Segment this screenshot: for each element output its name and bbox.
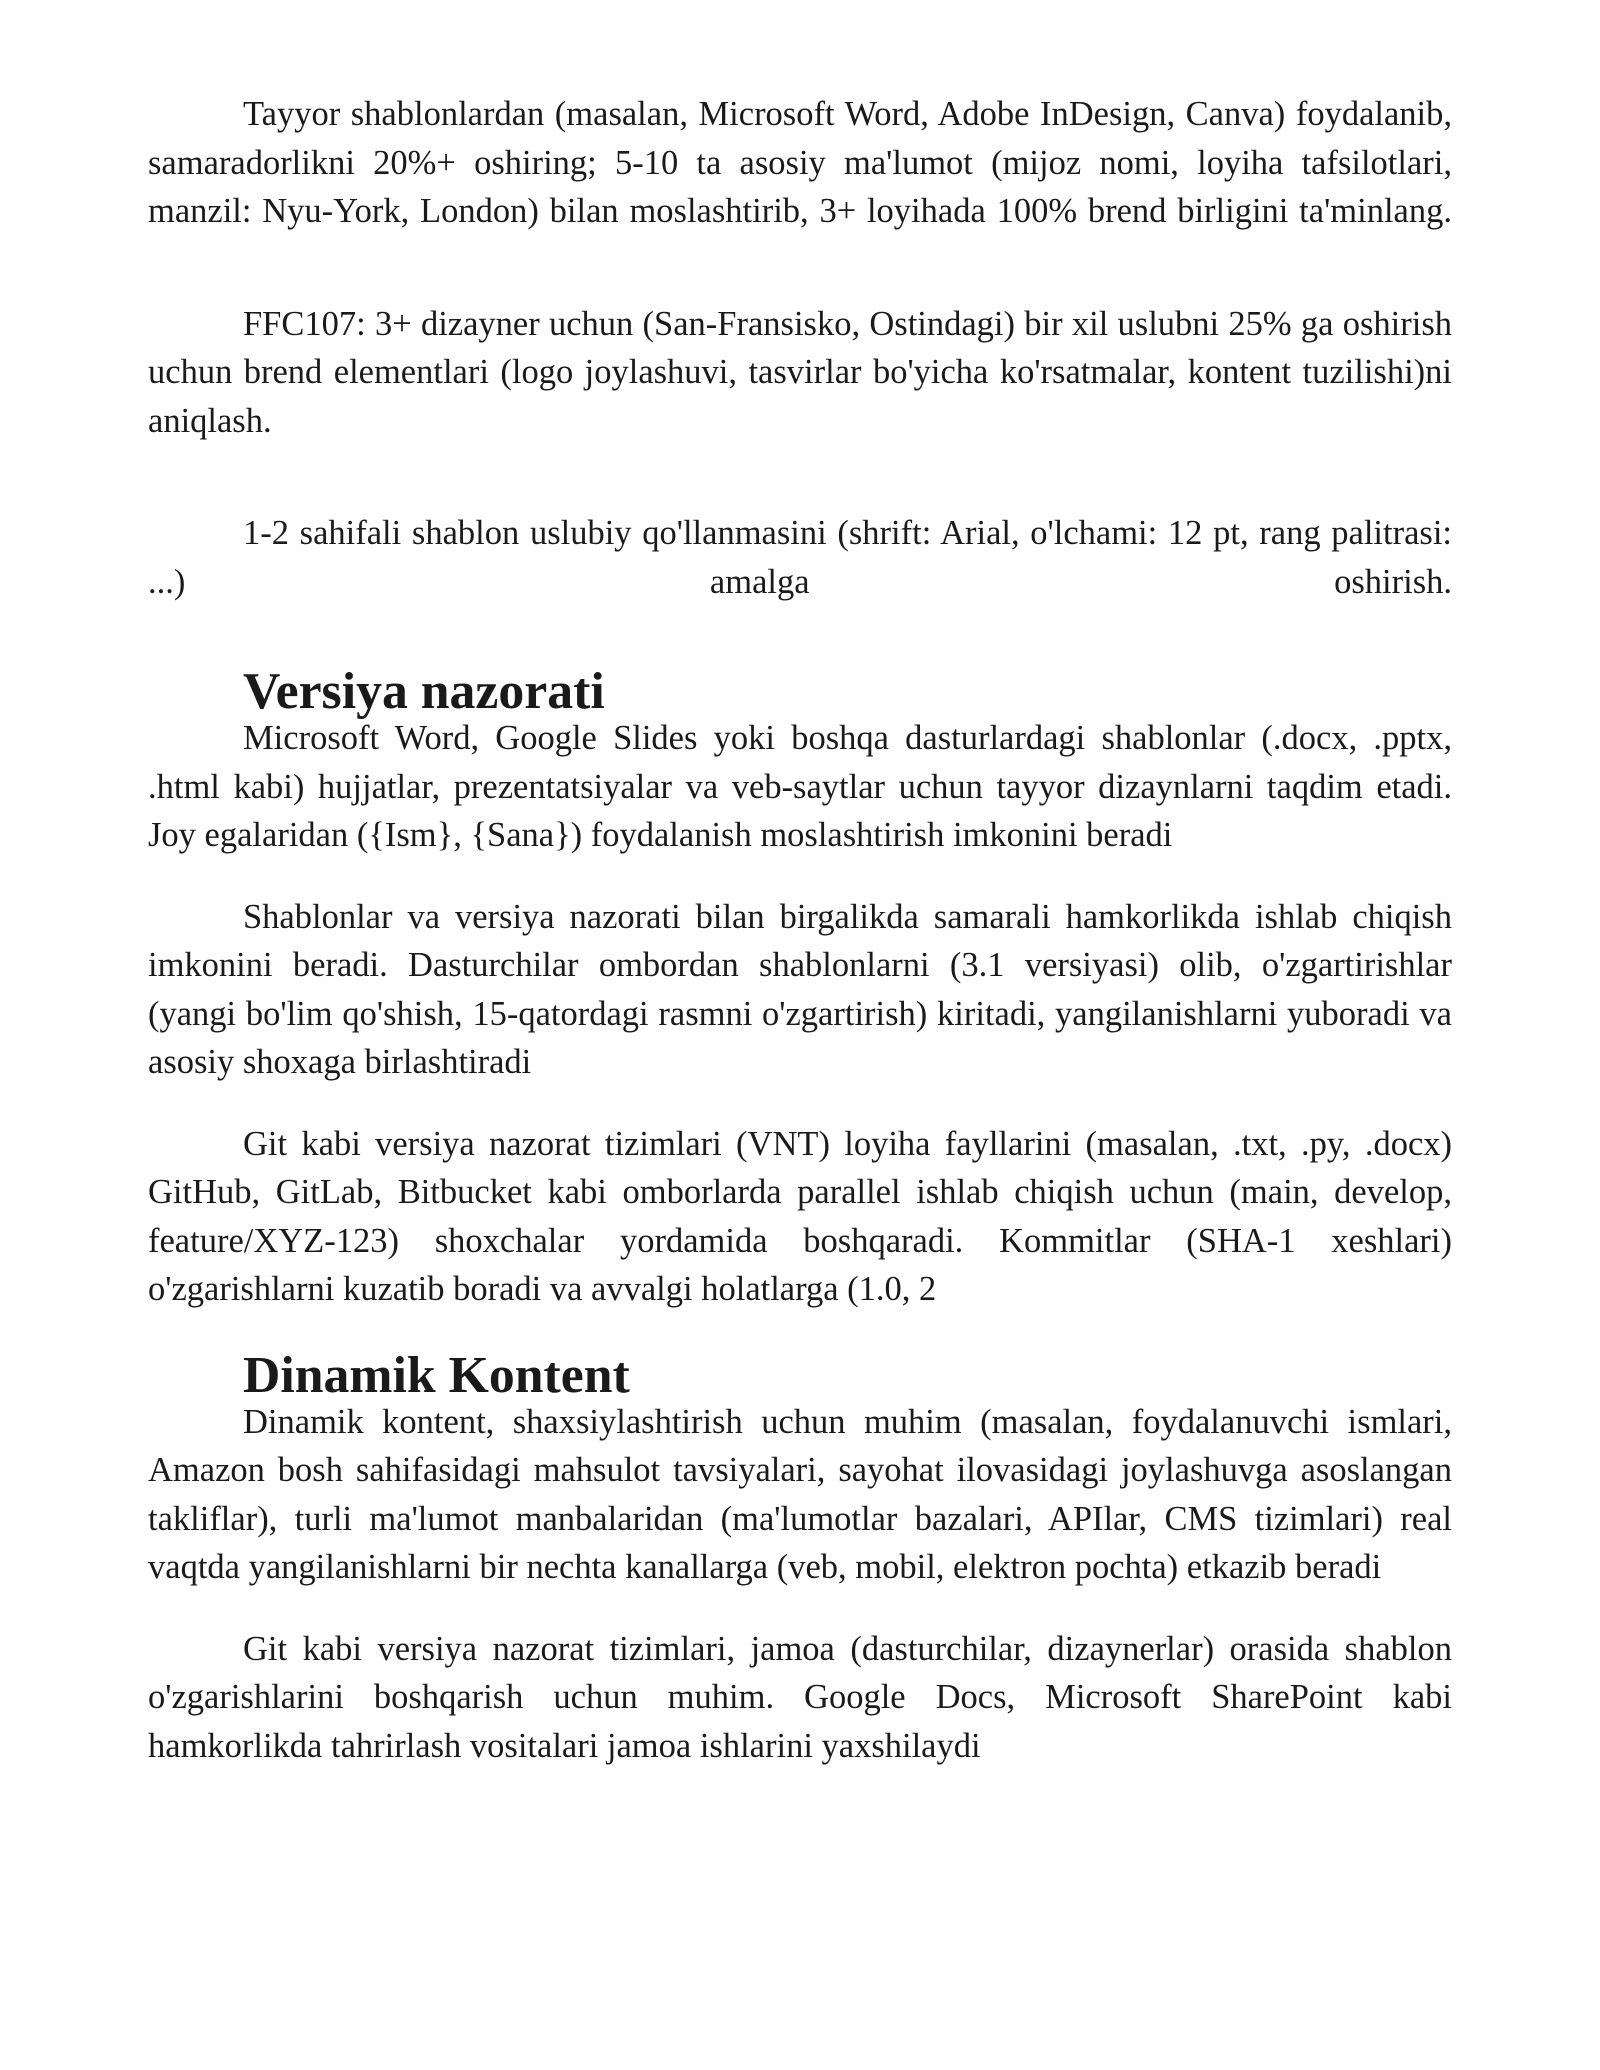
- paragraph-brand-elements: FFC107: 3+ dizayner uchun (San-Fransisko, Ostindagi) bir xil uslubni 25% ga oshirish uchun brend elementlari (logo joylashuvi, tasvirlar bo'yicha ko'rsatmalar, kontent tuzilishi)ni aniqlash.: [148, 304, 1452, 440]
- heading-dynamic-content: Dinamik Kontent: [243, 1346, 630, 1404]
- paragraph-templates-software: Microsoft Word, Google Slides yoki boshqa dasturlardagi shablonlar (.docx, .pptx, .html kabi) hujjatlar, prezentatsiyalar va veb-saytlar uchun tayyor dizaynlarni taqdim etadi. Joy egalaridan ({Ism}, {Sana}) foydalanish moslashtirish imkonini beradi: [148, 719, 1452, 854]
- paragraph-collaboration: Shablonlar va versiya nazorati bilan birgalikda samarali hamkorlikda ishlab chiqish imkonini beradi. Dasturchilar ombordan shablonlarni (3.1 versiyasi) olib, o'zgartirishlar (yangi bo'lim qo'shish, 15-qatordagi rasmni o'zgartirish) kiritadi, yangilanishlarni yuboradi va asosiy shoxaga birlashtiradi: [148, 897, 1452, 1081]
- paragraph-team-collaboration: Git kabi versiya nazorat tizimlari, jamoa (dasturchilar, dizaynerlar) orasida shablon o'zgarishlarini boshqarish uchun muhim. Google Docs, Microsoft SharePoint kabi hamkorlikda tahrirlash vositalari jamoa ishlarini yaxshilaydi: [148, 1629, 1452, 1765]
- paragraph-style-guide: 1-2 sahifali shablon uslubiy qo'llanmasini (shrift: Arial, o'lchami: 12 pt, rang palitrasi: ...) amalga oshirish.: [148, 514, 1452, 601]
- heading-version-control: Versiya nazorati: [243, 663, 605, 720]
- paragraph-templates-efficiency: Tayyor shablonlardan (masalan, Microsoft Word, Adobe InDesign, Canva) foydalanib, samaradorlikni 20%+ oshiring; 5-10 ta asosiy ma'lumot (mijoz nomi, loyiha tafsilotlari, manzil: Nyu-York, London) bilan moslashtirib, 3+ loyihada 100% brend birligini ta'minlang.: [148, 95, 1452, 230]
- paragraph-git-vcs: Git kabi versiya nazorat tizimlari (VNT) loyiha fayllarini (masalan, .txt, .py, .docx) GitHub, GitLab, Bitbucket kabi omborlarda parallel ishlab chiqish uchun (main, develop, feature/XYZ-123) shoxchalar yordamida boshqaradi. Kommitlar (SHA-1 xeshlari) o'zgarishlarni kuzatib boradi va avvalgi holatlarga (1.0, 2: [148, 1124, 1452, 1308]
- paragraph-dynamic-content: Dinamik kontent, shaxsiylashtirish uchun muhim (masalan, foydalanuvchi ismlari, Amazon bosh sahifasidagi mahsulot tavsiyalari, sayohat ilovasidagi joylashuvga asoslangan takliflar), turli ma'lumot manbalaridan (ma'lumotlar bazalari, APIlar, CMS tizimlari) real vaqtda yangilanishlarni bir nechta kanallarga (veb, mobil, elektron pochta) etkazib beradi: [148, 1402, 1452, 1586]
- document-page: [148, 90, 1452, 1770]
